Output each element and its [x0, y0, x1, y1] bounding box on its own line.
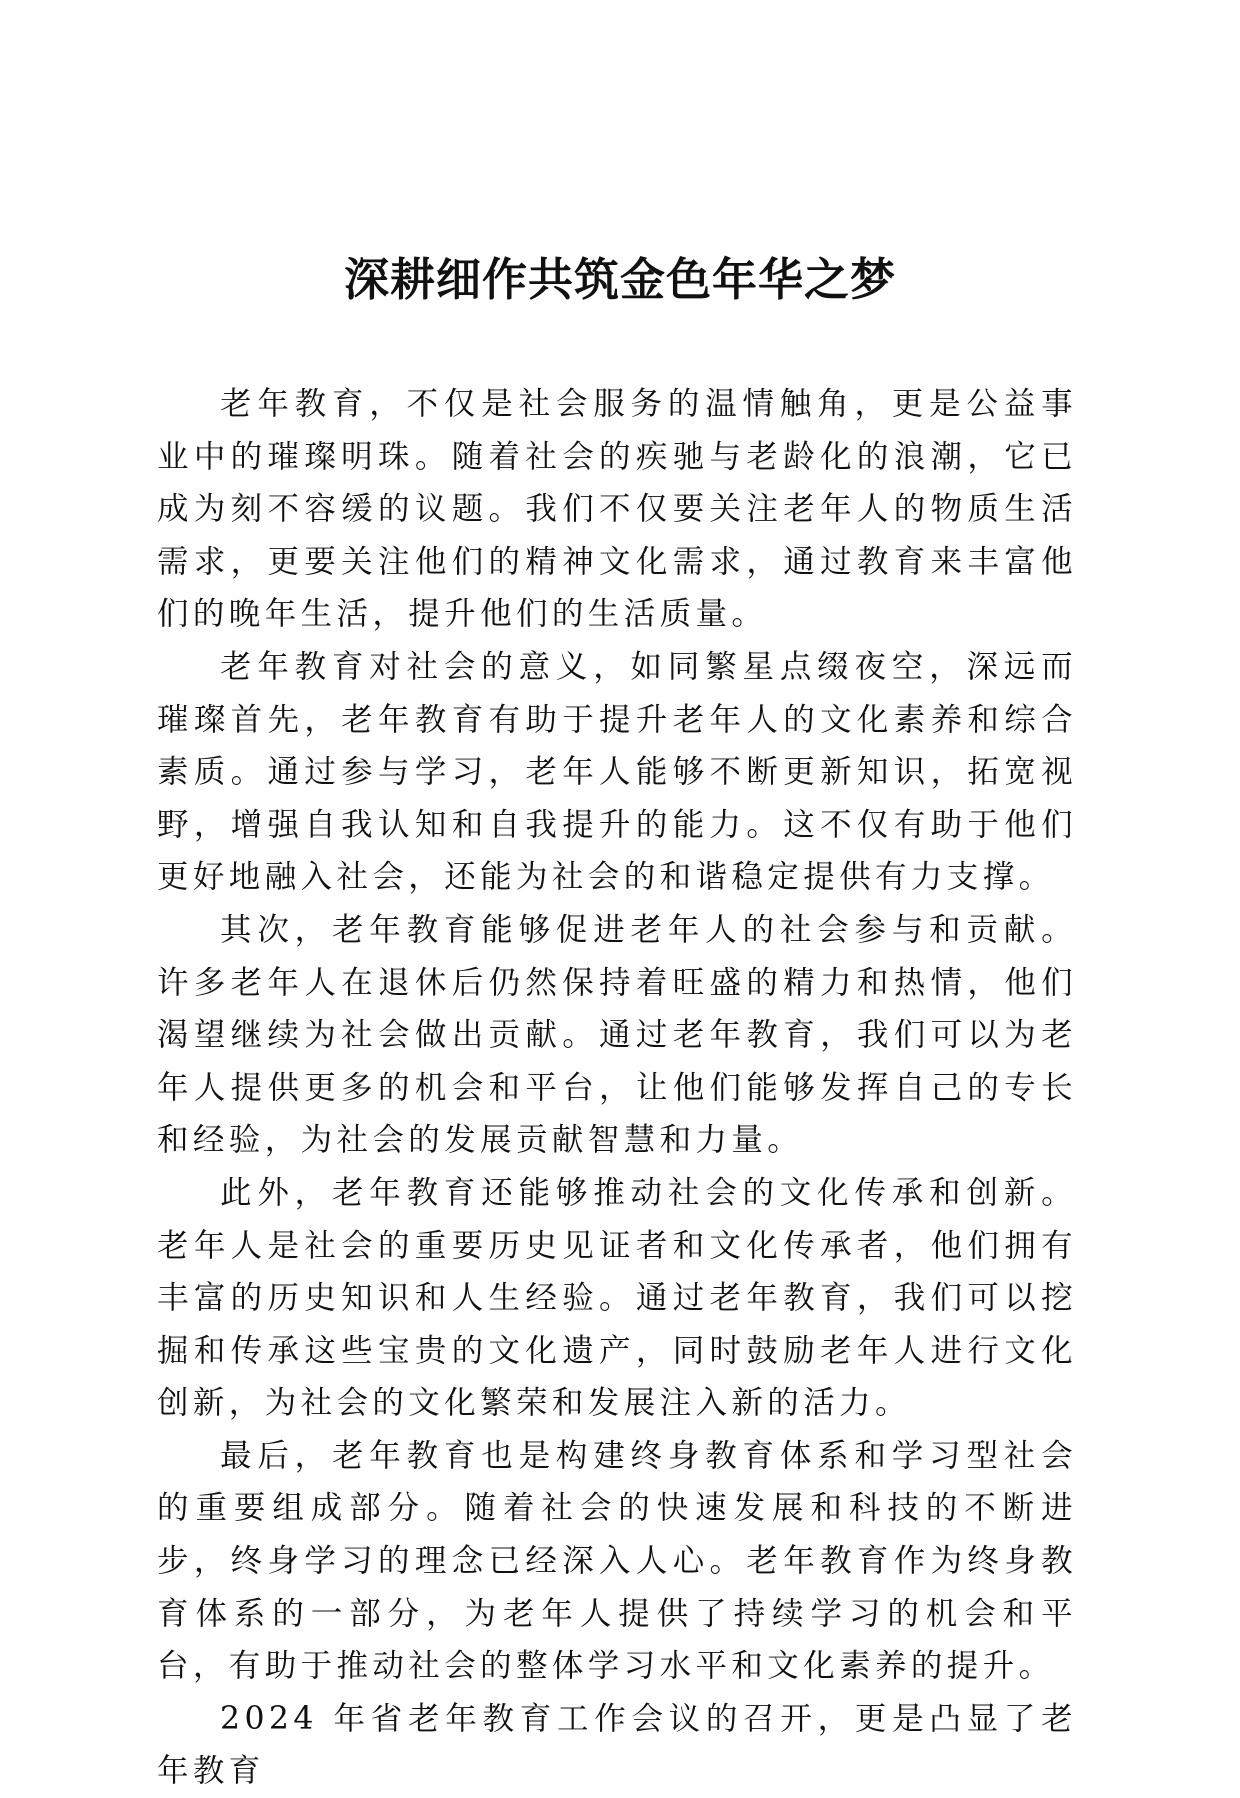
- paragraph-2: 老年教育对社会的意义，如同繁星点缀夜空，深远而璀璨首先，老年教育有助于提升老年人的文化素养和综合素质。通过参与学习，老年人能够不断更新知识，拓宽视野，增强自我认知和自我提升的能力。这不仅有助于他们更好地融入社会，还能为社会的和谐稳定提供有力支撑。: [157, 648, 1077, 896]
- paragraph-5: 最后，老年教育也是构建终身教育体系和学习型社会的重要组成部分。随着社会的快速发展和科技的不断进步，终身学习的理念已经深入人心。老年教育作为终身教育体系的一部分，为老年人提供了持续学习的机会和平台，有助于推动社会的整体学习水平和文化素养的提升。: [157, 1437, 1077, 1685]
- paragraph-4: 此外，老年教育还能够推动社会的文化传承和创新。老年人是社会的重要历史见证者和文化传承者，他们拥有丰富的历史知识和人生经验。通过老年教育，我们可以挖掘和传承这些宝贵的文化遗产，同时鼓励老年人进行文化创新，为社会的文化繁荣和发展注入新的活力。: [157, 1174, 1077, 1422]
- document-body: [157, 378, 1077, 1798]
- paragraph-1: 老年教育，不仅是社会服务的温情触角，更是公益事业中的璀璨明珠。随着社会的疾驰与老龄化的浪潮，它已成为刻不容缓的议题。我们不仅要关注老年人的物质生活需求，更要关注他们的精神文化需求，通过教育来丰富他们的晚年生活，提升他们的生活质量。: [157, 386, 1077, 633]
- paragraph-6: 2024 年省老年教育工作会议的召开，更是凸显了老年教育: [157, 1700, 1077, 1790]
- paragraph-3: 其次，老年教育能够促进老年人的社会参与和贡献。许多老年人在退休后仍然保持着旺盛的精力和热情，他们渴望继续为社会做出贡献。通过老年教育，我们可以为老年人提供更多的机会和平台，让他们能够发挥自己的专长和经验，为社会的发展贡献智慧和力量。: [157, 911, 1077, 1159]
- document-title: 深耕细作共筑金色年华之梦: [343, 253, 896, 306]
